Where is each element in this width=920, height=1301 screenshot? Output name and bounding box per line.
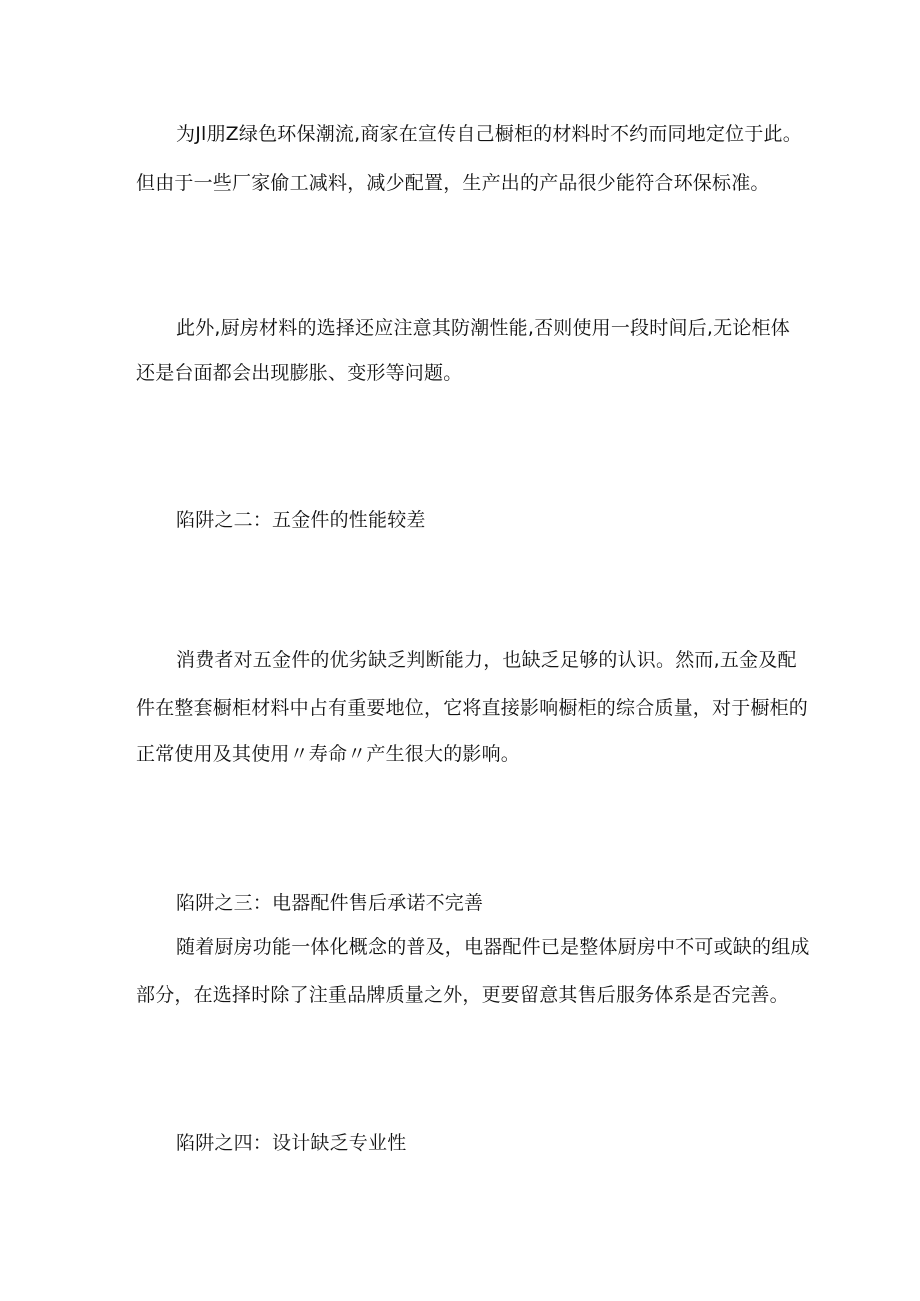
paragraph-3-line-3: 正常使用及其使用〃寿命〃产生很大的影响。: [136, 743, 521, 765]
paragraph-2-line-2: 还是台面都会出现膨胀、变形等问题。: [136, 362, 463, 384]
section-heading-2: 陷阱之二：五金件的性能较差: [176, 509, 426, 531]
paragraph-1-line-1: 为Jl朋Z绿色环保潮流,商家在宣传自己橱柜的材料时不约而同地定位于此。: [176, 123, 802, 145]
section-heading-4: 陷阱之四：设计缺乏专业性: [176, 1132, 407, 1154]
paragraph-2-line-1: 此外,厨房材料的选择还应注意其防潮性能,否则使用一段时间后,无论柜体: [176, 317, 790, 339]
paragraph-4-line-1: 随着厨房功能一体化概念的普及，电器配件已是整体厨房中不可或缺的组成: [176, 936, 810, 958]
paragraph-3-line-1: 消费者对五金件的优劣缺乏判断能力，也缺乏足够的认识。然而,五金及配: [176, 649, 797, 671]
section-heading-3: 陷阱之三：电器配件售后承诺不完善: [176, 892, 484, 914]
paragraph-3-line-2: 件在整套橱柜材料中占有重要地位，它将直接影响橱柜的综合质量，对于橱柜的: [136, 697, 809, 719]
paragraph-1-line-2: 但由于一些厂家偷工减料，减少配置，生产出的产品很少能符合环保标准。: [136, 172, 770, 194]
paragraph-4-line-2: 部分，在选择时除了注重品牌质量之外，更要留意其售后服务体系是否完善。: [136, 984, 789, 1006]
